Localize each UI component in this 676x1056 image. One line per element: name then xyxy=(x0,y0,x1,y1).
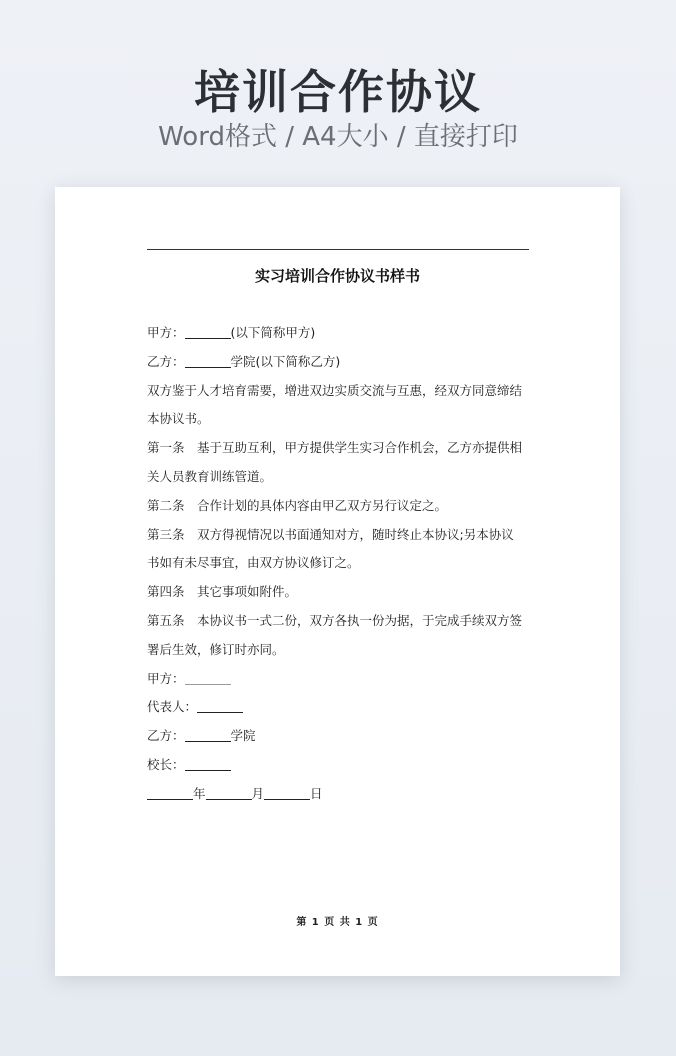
document-title: 实习培训合作协议书样书 xyxy=(254,267,420,285)
article-1-line: 第一条 基于互助互利，甲方提供学生实习合作机会，乙方亦提供相 xyxy=(147,440,523,456)
signature-party-b-blank xyxy=(185,728,231,742)
party-a-suffix: (以下简称甲方) xyxy=(230,325,316,340)
signature-party-a xyxy=(147,665,531,694)
signature-representative-label: 代表人： xyxy=(147,699,198,715)
date-year-blank xyxy=(147,786,193,800)
party-b-blank xyxy=(185,354,231,368)
date-day-label: 日 xyxy=(310,785,323,801)
signature-representative xyxy=(147,693,531,722)
signature-party-b-label: 乙方： xyxy=(147,728,185,744)
article-5-line: 署后生效，修订时亦同。 xyxy=(147,641,285,657)
banner-title: 培训合作协议 xyxy=(194,65,482,119)
document-page xyxy=(55,187,620,976)
signature-party-b xyxy=(147,722,531,751)
date-day-blank xyxy=(264,786,310,800)
article-1-line: 关人员教育训练管道。 xyxy=(147,468,273,484)
signature-party-b-suffix: 学院 xyxy=(230,728,256,744)
signature-party-a-label: 甲方： xyxy=(147,670,185,686)
party-a-label: 甲方： xyxy=(147,325,185,340)
party-b-line xyxy=(147,348,531,377)
party-b-suffix: 学院(以下简称乙方) xyxy=(230,353,341,369)
article-5-line: 第五条 本协议书一式二份，双方各执一份为据，于完成手续双方签 xyxy=(147,612,523,628)
banner-subtitle: Word格式 / A4大小 / 直接打印 xyxy=(158,122,518,152)
signature-principal xyxy=(147,751,531,780)
header-banner xyxy=(0,0,676,186)
article-3-line: 书如有未尽事宜，由双方协议修订之。 xyxy=(147,555,360,571)
date-month-blank xyxy=(206,786,252,800)
article-3-line: 第三条 双方得视情况以书面通知对方，随时终止本协议;另本协议 xyxy=(147,526,514,542)
date-month-label: 月 xyxy=(251,785,265,801)
page-number: 第 1 页 共 1 页 xyxy=(296,917,379,928)
document-body xyxy=(147,319,531,809)
preamble-line: 双方鉴于人才培育需要，增进双边实质交流与互惠，经双方同意缔结 xyxy=(147,382,523,398)
signature-principal-blank xyxy=(185,757,231,771)
top-divider xyxy=(147,249,529,250)
date-year-label: 年 xyxy=(193,785,206,801)
party-a-line xyxy=(147,319,531,348)
signature-date xyxy=(147,780,531,809)
article-4-line: 第四条 其它事项如附件。 xyxy=(147,584,298,600)
signature-representative-blank xyxy=(197,699,243,713)
party-a-blank xyxy=(185,325,231,339)
article-2-line: 第二条 合作计划的具体内容由甲乙双方另行议定之。 xyxy=(147,497,448,513)
preamble-line: 本协议书。 xyxy=(147,411,210,427)
party-b-label: 乙方： xyxy=(147,353,185,369)
signature-party-a-blank xyxy=(185,671,231,685)
signature-principal-label: 校长： xyxy=(147,756,185,772)
